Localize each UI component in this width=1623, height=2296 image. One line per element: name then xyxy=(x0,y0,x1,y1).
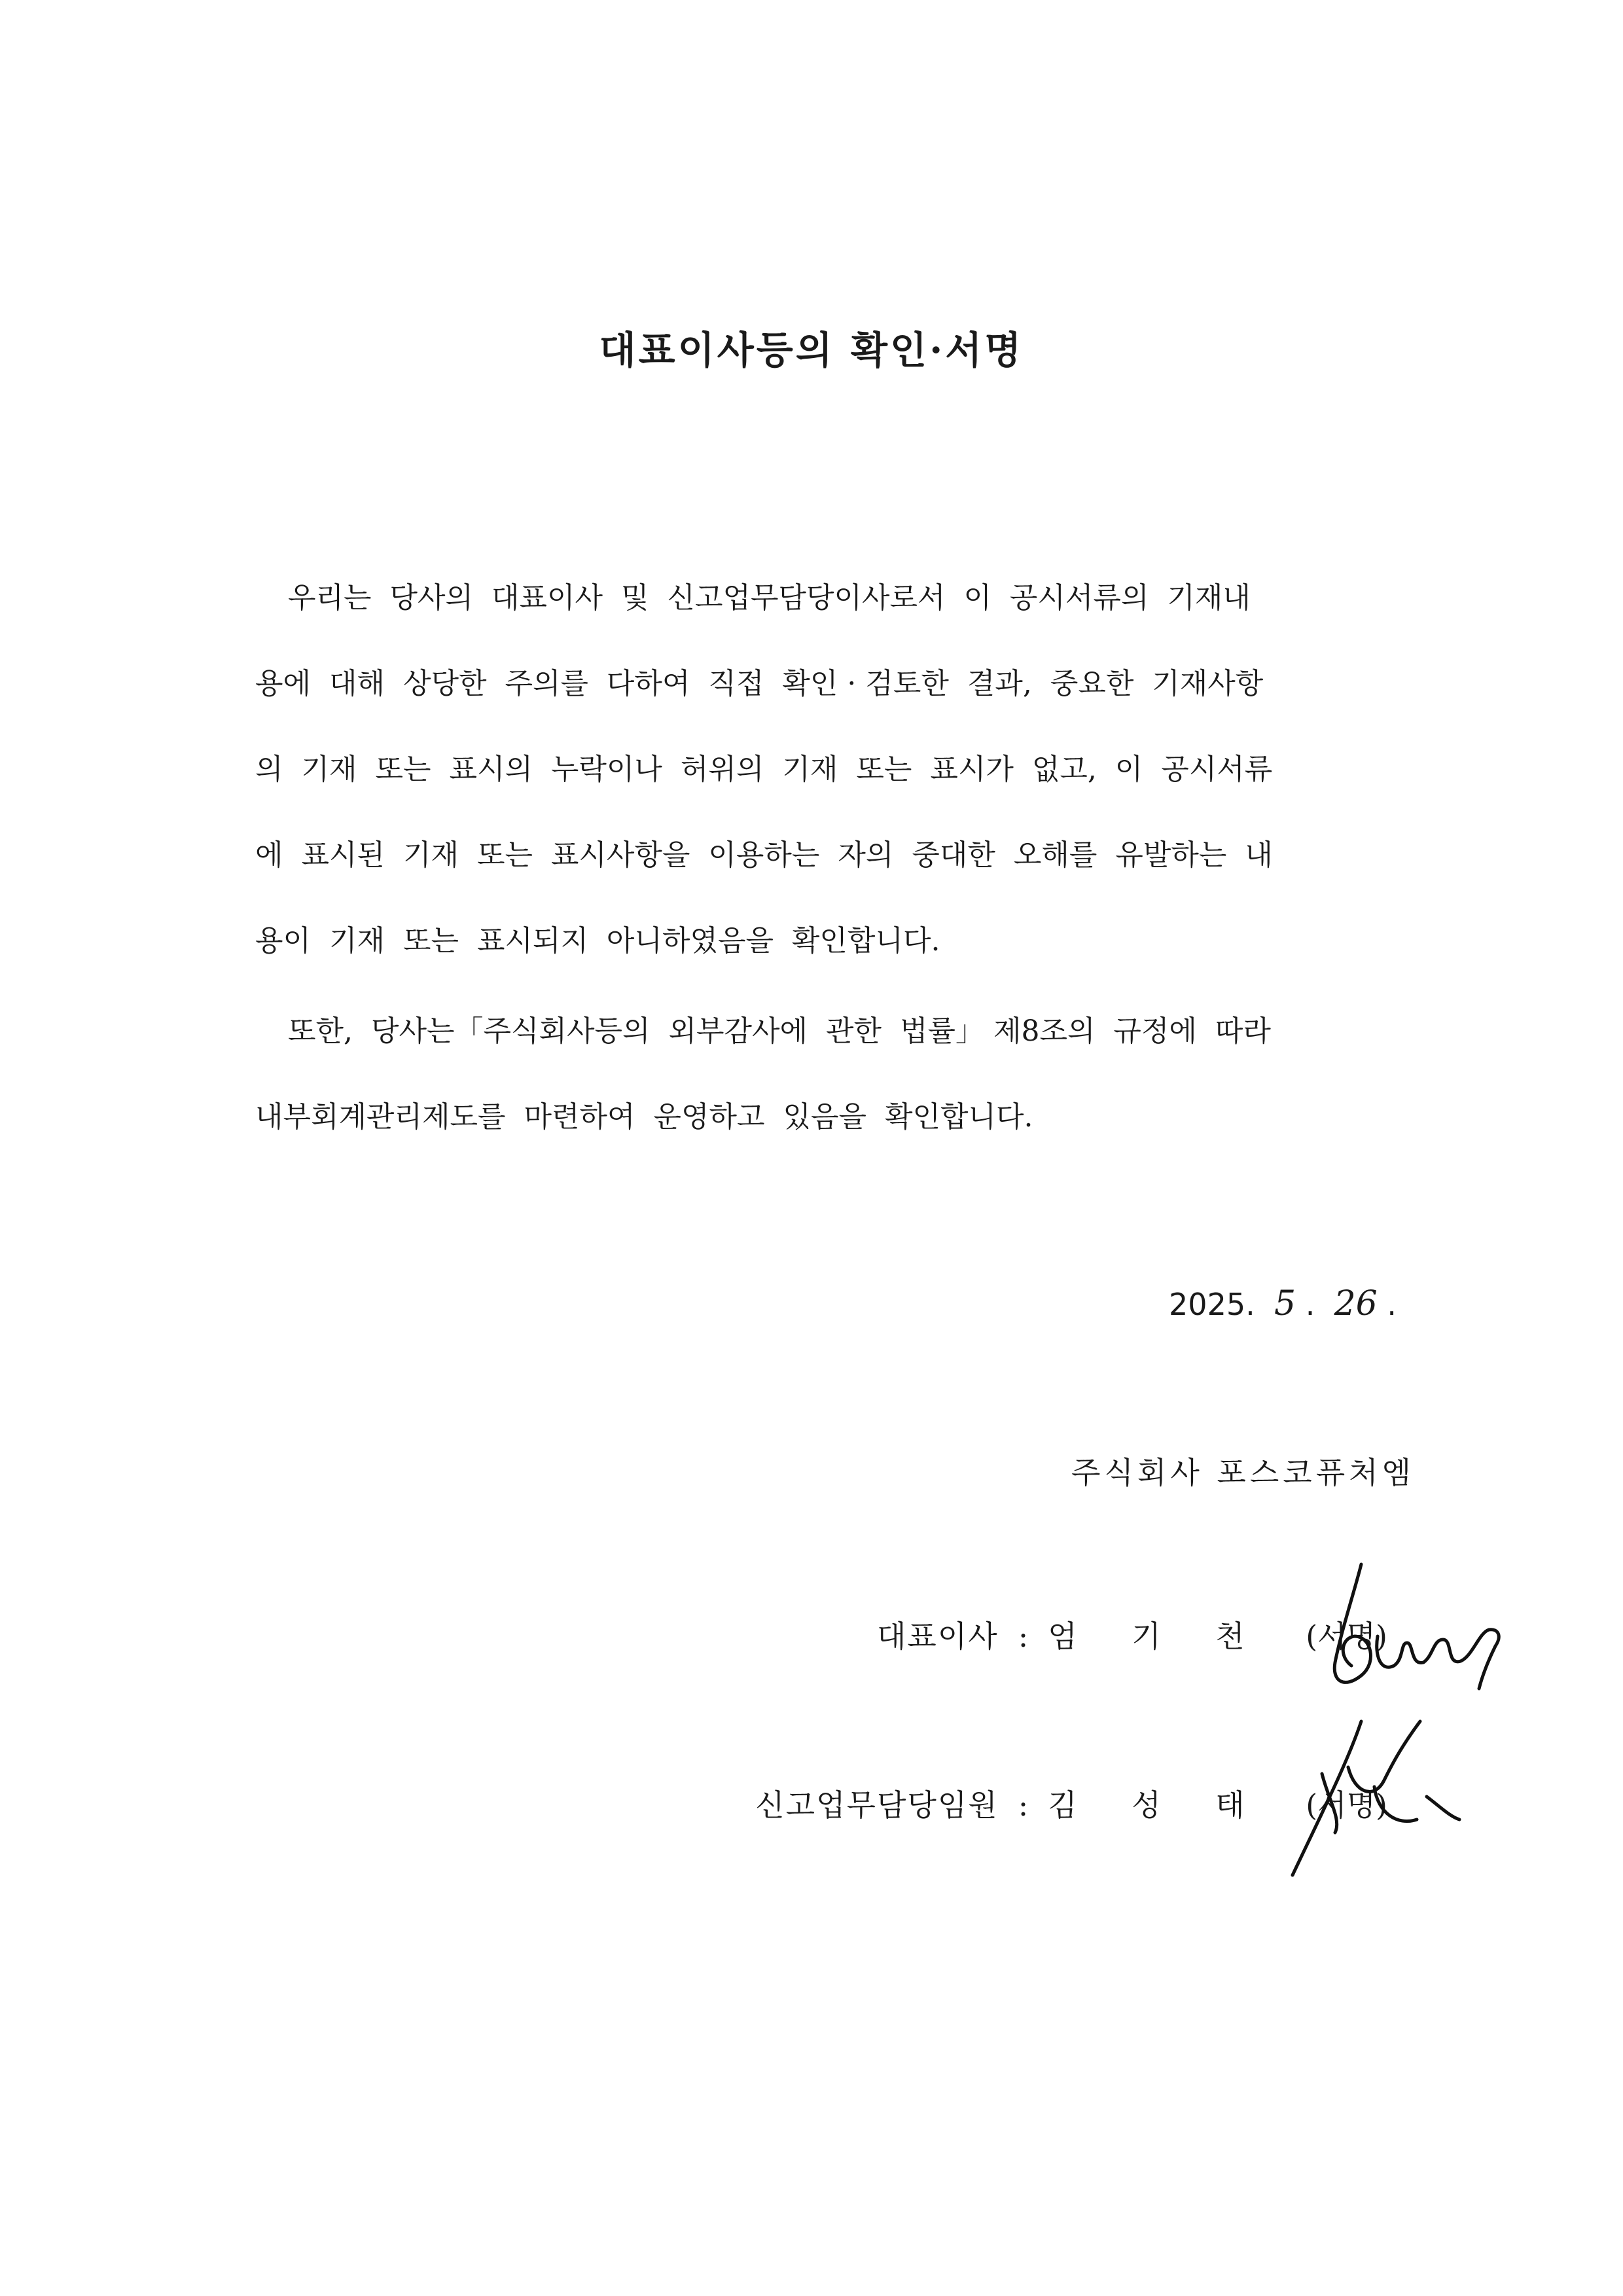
officer-handwritten-signature xyxy=(1283,1702,1472,1878)
ceo-signature-row xyxy=(877,1613,1387,1656)
role-colon: : xyxy=(1018,1619,1029,1654)
document-title: 대표이사등의 확인·서명 xyxy=(599,328,1024,372)
company-name: 주식회사 포스코퓨처엠 xyxy=(1071,1455,1415,1490)
paragraph-line: 용에 대해 상당한 주의를 다하여 직접 확인 · 검토한 결과, 중요한 기재사항 xyxy=(255,667,1264,700)
paragraph-line: 내부회계관리제도를 마련하여 운영하고 있음을 확인합니다. xyxy=(255,1100,1033,1134)
name-char: 기 xyxy=(1132,1619,1161,1654)
paragraph-line xyxy=(255,988,1414,1074)
paragraph-line: 용이 기재 또는 표시되지 아니하였음을 확인합니다. xyxy=(255,924,940,958)
name-char: 성 xyxy=(1132,1787,1161,1823)
ceo-handwritten-signature xyxy=(1315,1558,1531,1708)
signature-tag: (서명) xyxy=(1306,1619,1387,1654)
date-separator: . xyxy=(1305,1287,1315,1322)
paragraph-line: 의 기재 또는 표시의 누락이나 허위의 기재 또는 표시가 없고, 이 공시서류 xyxy=(255,753,1273,786)
signature-tag: (서명) xyxy=(1306,1787,1387,1823)
name-char: 천 xyxy=(1215,1619,1245,1654)
name-char: 엄 xyxy=(1048,1619,1077,1654)
role-colon: : xyxy=(1018,1787,1029,1823)
signatory-role: 신고업무담당임원 xyxy=(755,1787,999,1823)
signatory-role: 대표이사 xyxy=(876,1619,999,1654)
paragraph-line xyxy=(255,555,1414,641)
name-char: 김 xyxy=(1048,1787,1077,1823)
date-month-handwritten: 5 xyxy=(1274,1284,1296,1323)
date-day-handwritten: 26 xyxy=(1334,1284,1378,1323)
date-end: . xyxy=(1387,1287,1397,1322)
line-text: 우리는 당사의 대표이사 및 신고업무담당이사로서 이 공시서류의 기재내 xyxy=(288,581,1251,615)
date-year: 2025. xyxy=(1169,1287,1255,1322)
line-text: 또한, 당사는「주식회사등의 외부감사에 관한 법률」 제8조의 규정에 따라 xyxy=(288,1014,1271,1048)
paragraph-line: 에 표시된 기재 또는 표시사항을 이용하는 자의 중대한 오해를 유발하는 내 xyxy=(255,838,1273,872)
signing-date xyxy=(1169,1284,1397,1323)
name-char: 태 xyxy=(1215,1787,1245,1823)
internal-control-paragraph xyxy=(255,988,1414,1160)
confirmation-paragraph xyxy=(255,555,1414,984)
